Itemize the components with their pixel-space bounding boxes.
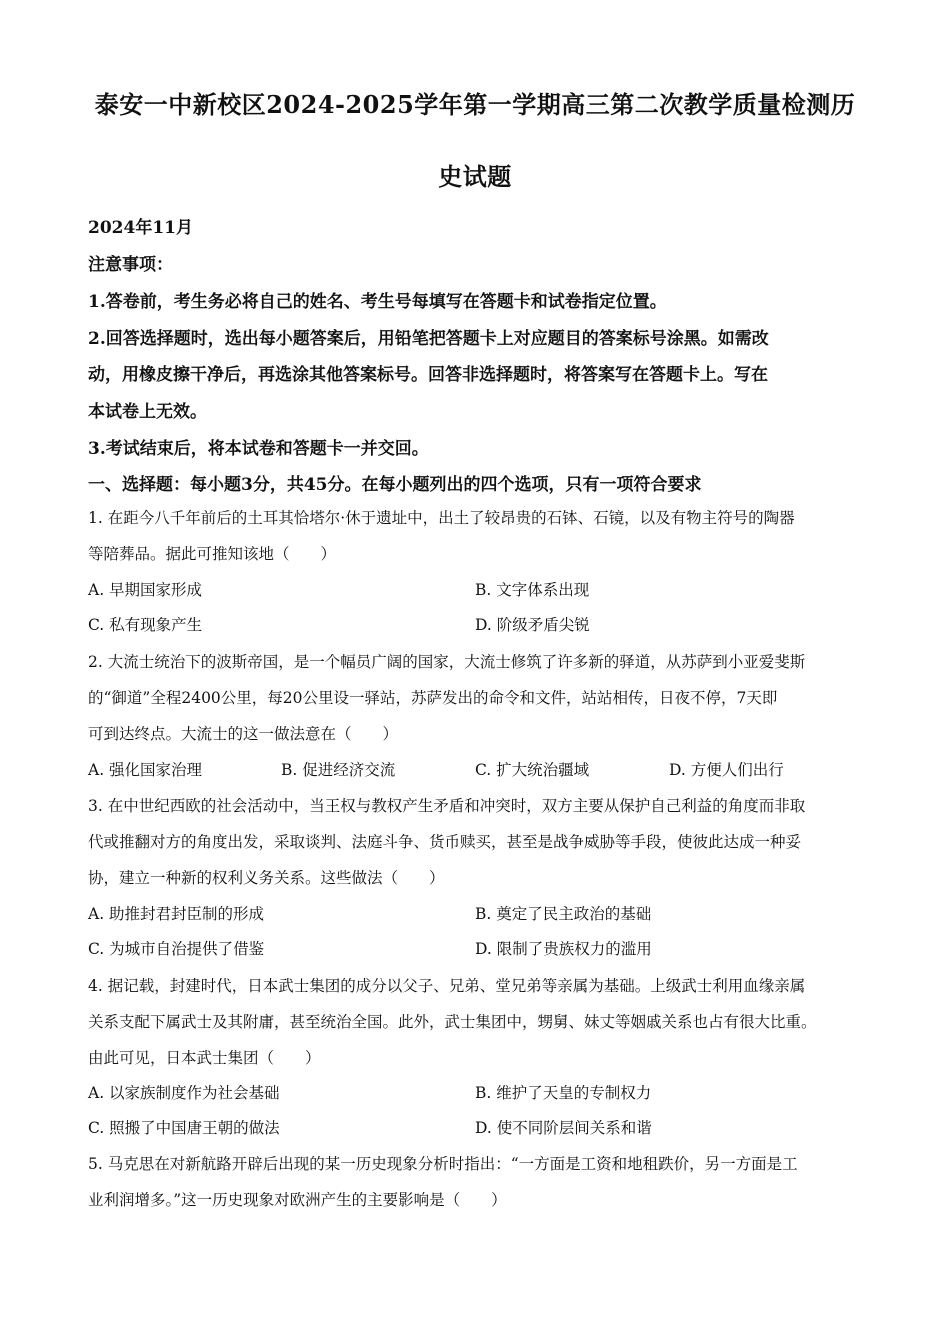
- question-3-option-d[interactable]: D. 限制了贵族权力的滥用: [475, 940, 652, 958]
- question-4-option-c[interactable]: C. 照搬了中国唐王朝的做法: [88, 1119, 280, 1137]
- question-1-option-c[interactable]: C. 私有现象产生: [88, 616, 203, 634]
- question-4-option-b[interactable]: B. 维护了天皇的专制权力: [475, 1084, 652, 1102]
- question-3-option-b[interactable]: B. 奠定了民主政治的基础: [475, 905, 652, 923]
- question-2-option-a[interactable]: A. 强化国家治理: [88, 761, 203, 779]
- question-3-option-c[interactable]: C. 为城市自治提供了借鉴: [88, 940, 265, 958]
- question-5-line1: 5. 马克思在对新航路开辟后出现的某一历史现象分析时指出：“一方面是工资和地租跌价，另一方面是工: [88, 1155, 798, 1173]
- question-2-option-b[interactable]: B. 促进经济交流: [281, 761, 396, 779]
- question-3-line3: 协，建立一种新的权利义务关系。这些做法（ ）: [88, 869, 445, 887]
- question-4-option-d[interactable]: D. 使不同阶层间关系和谐: [475, 1119, 652, 1137]
- question-2-option-d[interactable]: D. 方便人们出行: [669, 761, 784, 779]
- question-1-option-b[interactable]: B. 文字体系出现: [475, 581, 590, 599]
- question-2-option-c[interactable]: C. 扩大统治疆域: [475, 761, 590, 779]
- section-1-heading: 一、选择题：每小题3分，共45分。在每小题列出的四个选项，只有一项符合要求: [88, 475, 702, 495]
- notice-item-3: 3.考试结束后，将本试卷和答题卡一并交回。: [88, 439, 429, 459]
- question-4-option-a[interactable]: A. 以家族制度作为社会基础: [88, 1084, 280, 1102]
- exam-date: 2024年11月: [88, 218, 193, 238]
- notice-item-2-line1: 2.回答选择题时，选出每小题答案后，用铅笔把答题卡上对应题目的答案标号涂黑。如需改: [88, 329, 769, 349]
- notice-item-2-line2: 动，用橡皮擦干净后，再选涂其他答案标号。回答非选择题时，将答案写在答题卡上。写在: [88, 365, 768, 385]
- question-1-option-a[interactable]: A. 早期国家形成: [88, 581, 203, 599]
- question-2-line1: 2. 大流士统治下的波斯帝国，是一个幅员广阔的国家，大流士修筑了许多新的驿道，从苏萨到小亚爱斐斯: [88, 653, 806, 671]
- question-3-line2: 代或推翻对方的角度出发，采取谈判、法庭斗争、货币赎买，甚至是战争威胁等手段，使彼此达成一种妥: [88, 833, 802, 851]
- notice-item-2-line3: 本试卷上无效。: [88, 402, 207, 422]
- question-3-line1: 3. 在中世纪西欧的社会活动中，当王权与教权产生矛盾和冲突时，双方主要从保护自己利益的角度而非取: [88, 797, 806, 815]
- question-4-line1: 4. 据记载，封建时代，日本武士集团的成分以父子、兄弟、堂兄弟等亲属为基础。上级武士利用血缘亲属: [88, 977, 806, 995]
- question-4-line3: 由此可见，日本武士集团（ ）: [88, 1049, 321, 1067]
- question-1-line1: 1. 在距今八千年前后的土耳其恰塔尔·休于遗址中，出土了较昂贵的石钵、石镜，以及有物主符号的陶器: [88, 509, 795, 527]
- question-1-option-d[interactable]: D. 阶级矛盾尖锐: [475, 616, 590, 634]
- question-2-line3: 可到达终点。大流士的这一做法意在（ ）: [88, 725, 399, 743]
- exam-title-line2: 史试题: [438, 162, 512, 191]
- question-4-line2: 关系支配下属武士及其附庸，甚至统治全国。此外，武士集团中，甥舅、妹丈等姻戚关系也占有很大比重。: [88, 1013, 817, 1031]
- question-2-line2: 的“御道”全程2400公里，每20公里设一驿站，苏萨发出的命令和文件，站站相传，日夜不停，7天即: [88, 689, 778, 707]
- notice-item-1: 1.答卷前，考生务必将自己的姓名、考生号每填写在答题卡和试卷指定位置。: [88, 292, 667, 312]
- exam-title-line1: 泰安一中新校区2024-2025学年第一学期高三第二次教学质量检测历: [94, 90, 856, 119]
- question-5-line2: 业利润增多。”这一历史现象对欧洲产生的主要影响是（ ）: [88, 1191, 507, 1209]
- notice-heading: 注意事项：: [88, 255, 173, 275]
- question-1-line2: 等陪葬品。据此可推知该地（ ）: [88, 545, 337, 563]
- question-3-option-a[interactable]: A. 助推封君封臣制的形成: [88, 905, 265, 923]
